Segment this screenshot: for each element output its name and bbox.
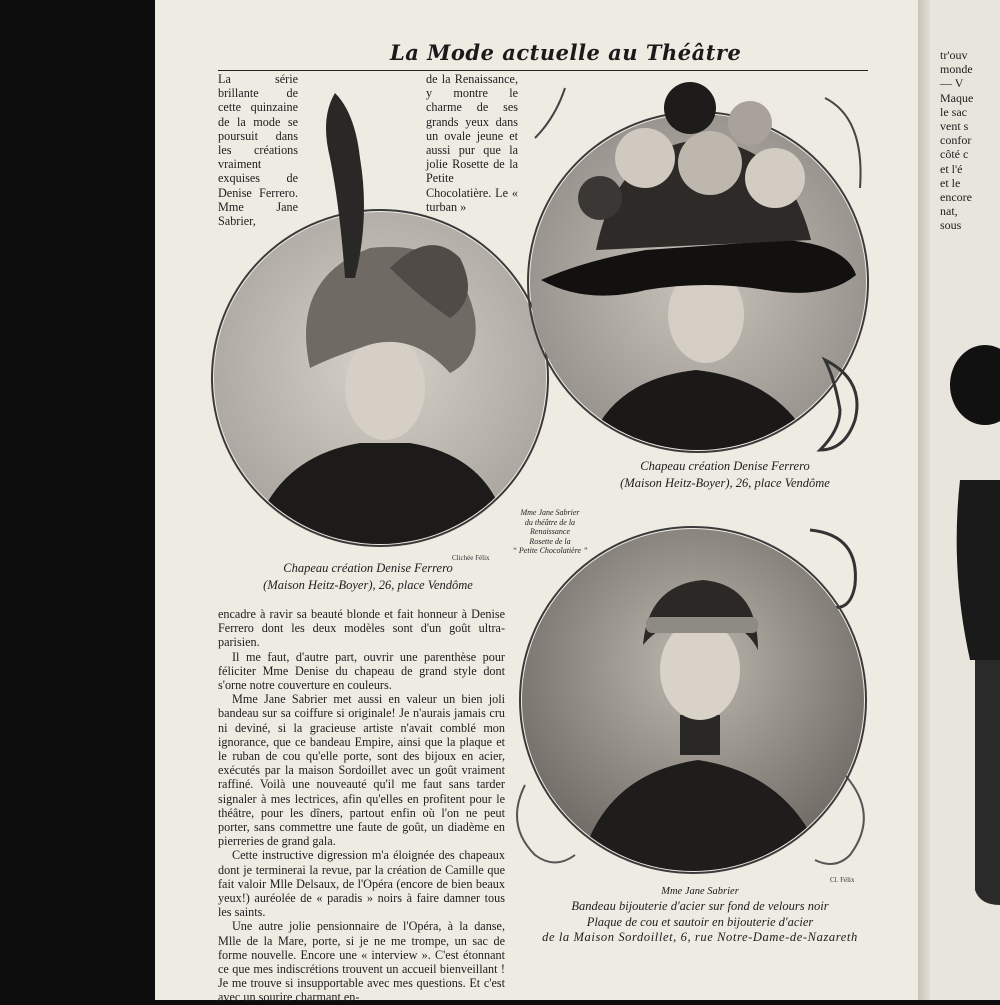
title-rule: [218, 70, 868, 71]
page-gutter: [918, 0, 930, 1000]
page-title: La Mode actuelle au Théâtre: [390, 40, 742, 65]
portrait-photo-3: [518, 525, 868, 875]
photo3-caption: Bandeau bijouterie d'acier sur fond de velours noir Plaque de cou et sautoir en bijouterie d'acier de la Maison Sordoillet, 6, rue Notre-Dame-de-Nazareth: [542, 899, 858, 944]
photo1-credit: Clichée Félix: [452, 554, 490, 562]
photo1-caption: Chapeau création Denise Ferrero (Maison Heitz-Boyer), 26, place Vendôme: [263, 561, 473, 592]
photo1-side-caption: Mme Jane Sabrier du théâtre de la Renaissance Rosette de la “ Petite Chocolatière ”: [512, 508, 588, 555]
body-paragraph: Une autre jolie pensionnaire de l'Opéra, à la danse, Mlle de la Mare, porte, si je ne me trompe, un sac de forme nouvelle. Encore une « interview ». C'est étonnant ce que mes indiscrétions trouvent un accueil bienveillant ! Je me trouve si insupportable avec mes questions. Et c'est avec un sourire charmant en-: [218, 919, 505, 1005]
facing-page-illustration: [930, 330, 1000, 910]
photo2-caption: Chapeau création Denise Ferrero (Maison Heitz-Boyer), 26, place Vendôme: [620, 459, 830, 490]
body-paragraph: Cette instructive digression m'a éloignée des chapeaux dont je terminerai la revue, par la création de Camille que fait valoir Mlle Delsaux, de l'Opéra (encore de bien beaux yeux!) auréolée de « paradis » noirs à faire damner tous les saints.: [218, 848, 505, 920]
body-paragraph: Il me faut, d'autre part, ouvrir une parenthèse pour féliciter Mme Denise du chapeau de grand style dont s'orne notre couverture en couleurs.: [218, 649, 505, 693]
body-text-column: [218, 607, 505, 1005]
body-paragraph: encadre à ravir sa beauté blonde et fait honneur à Denise Ferrero dont les deux modèles sont d'un goût ultra-parisien.: [218, 607, 505, 650]
photo3-credit: Cl. Félix: [830, 876, 855, 884]
portrait-photo-1: [210, 208, 550, 548]
body-paragraph: Mme Jane Sabrier met aussi en valeur un bien joli bandeau sur sa coiffure si originale! Je n'aurais jamais cru ni deviné, si la gracieuse artiste n'avait comblé mon ignorance, que ce bandeau Empire, ainsi que la plaque et le ruban de cou qu'elle porte, sont des bijoux en acier, exécutés par la maison Sordoillet avec un goût vraiment raffiné. Voilà une nouveauté qu'il me faut sans tarder signaler à mes lectrices, afin qu'elles en profitent pour le théâtre, pour les dîners, partout enfin où l'on ne peut porter, sans commettre une faute de goût, un diadème en pierreries de grand gala.: [218, 692, 505, 849]
art-nouveau-flourish-right: [815, 350, 875, 460]
rose-decoration: [535, 78, 875, 208]
intro-text-left: La série brillante de cette quinzaine de la mode se poursuit dans les créations vraiment exquises de Denise Ferrero. Mme Jane Sabrier,: [218, 72, 298, 229]
facing-page-text: tr'ouv monde — V Maque le sac vent s confor côté c et l'é et le encore nat, sous: [940, 48, 974, 233]
feather-plume: [300, 88, 380, 278]
photo3-caption-name: Mme Jane Sabrier: [661, 886, 739, 897]
intro-text-mid: de la Renaissance, y montre le charme de ses grands yeux dans un ovale jeune et aussi pur que la jolie Rosette de la Petite Chocolatière. Le « turban »: [426, 72, 518, 214]
